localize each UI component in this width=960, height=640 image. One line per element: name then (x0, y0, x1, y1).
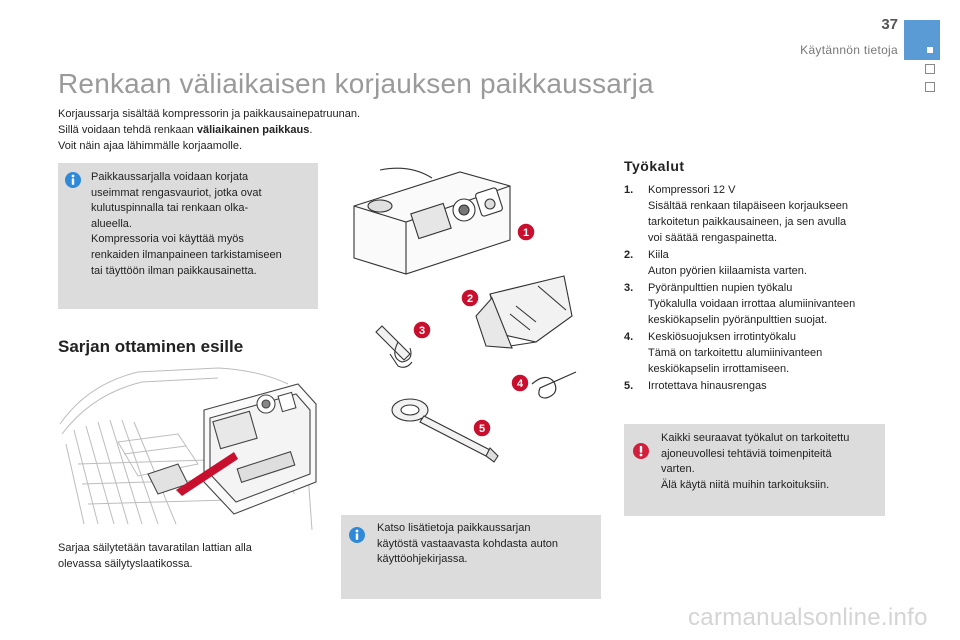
tool-number: 2. (624, 249, 634, 261)
tool-desc: keskiökapselin pyöränpulttien suojat. (648, 314, 828, 326)
page-number: 37 (881, 16, 898, 33)
tool-desc: tarkoitetun paikkausaineen, ja sen avulla (648, 216, 847, 228)
tool-number: 5. (624, 380, 634, 392)
info-line: Paikkaussarjalla voidaan korjata (91, 171, 249, 183)
intro-line: Korjaussarja sisältää kompressorin ja paikkausainepatruunan. (58, 108, 361, 120)
info-box-see-manual (341, 515, 601, 599)
section-title: Sarjan ottaminen esille (58, 337, 244, 356)
tool-name: Keskiösuojuksen irrotintyökalu (648, 331, 796, 343)
info-line: kulutuspinnalla tai renkaan olka- (91, 202, 249, 215)
warning-line: varten. (661, 463, 695, 476)
tool-item (624, 280, 890, 328)
info-box-repair-scope (58, 163, 318, 309)
tool-item (624, 182, 890, 246)
chapter-tab[interactable] (925, 64, 935, 74)
wedge-drawing (476, 276, 572, 348)
intro-emphasis: väliaikainen paikkaus (196, 124, 310, 136)
warning-box (624, 424, 885, 516)
tool-desc: Auton pyörien kiilaamista varten. (648, 265, 807, 277)
page-title: Renkaan väliaikaisen korjauksen paikkaussarja (58, 68, 654, 99)
svg-text:2: 2 (466, 293, 474, 305)
tool-desc: keskiökapselin irrottamiseen. (648, 363, 790, 375)
info-line: useimmat rengasvauriot, jotka ovat (91, 186, 262, 199)
tool-body (648, 247, 890, 279)
tool-body (648, 378, 890, 394)
info-line: tai täyttöön ilman paikkausainetta. (91, 264, 257, 277)
tool-desc: voi säätää rengaspainetta. (648, 232, 778, 244)
warning-line: ajoneuvollesi tehtäviä toimenpiteitä (661, 447, 832, 460)
trunk-storage-illustration (58, 364, 320, 532)
caption-line: olevassa säilytyslaatikossa. (58, 558, 193, 570)
tool-name: Kompressori 12 V (648, 184, 736, 196)
compressor-drawing (354, 168, 510, 274)
tools-title: Työkalut (624, 158, 685, 174)
svg-text:3: 3 (418, 325, 426, 337)
intro-line (58, 122, 458, 138)
info-line: Kompressoria voi käyttää myös (91, 233, 244, 246)
tab-dot (927, 47, 933, 53)
caption-line: Sarjaa säilytetään tavaratilan lattian alla (58, 542, 252, 554)
hub-cap-remover-drawing (532, 372, 576, 398)
warning-text (661, 431, 876, 493)
tool-body (648, 182, 890, 246)
chapter-title: Käytännön tietoja (800, 43, 898, 57)
info-line: käyttöohjekirjassa. (377, 553, 468, 566)
tool-body (648, 329, 890, 377)
info-icon (65, 172, 81, 188)
tool-body (648, 280, 890, 328)
info-line: käytöstä vastaavasta kohdasta auton (377, 537, 559, 550)
storage-caption (58, 540, 328, 572)
warning-icon (633, 443, 649, 459)
info-line: alueella. (91, 217, 132, 230)
info-box-text (377, 521, 592, 568)
chapter-tab-active[interactable] (904, 20, 940, 60)
warning-line: Kaikki seuraavat työkalut on tarkoitettu (661, 432, 850, 444)
tool-name: Irrotettava hinausrengas (648, 380, 767, 392)
tool-number: 3. (624, 282, 634, 294)
bolt-cap-tool-drawing (376, 326, 412, 367)
svg-text:1: 1 (522, 227, 530, 239)
svg-text:4: 4 (516, 378, 524, 390)
info-box-text (91, 170, 311, 279)
tool-number: 1. (624, 184, 634, 196)
svg-text:5: 5 (478, 423, 486, 435)
tool-name: Kiila (648, 249, 669, 261)
intro-line: Voit näin ajaa lähimmälle korjaamolle. (58, 140, 243, 152)
intro-text: Sillä voidaan tehdä renkaan (58, 124, 197, 136)
intro-paragraph (58, 106, 458, 154)
tool-item (624, 329, 890, 377)
info-line: Katso lisätietoja paikkaussarjan (377, 522, 531, 534)
tool-desc: Sisältää renkaan tilapäiseen korjaukseen (648, 200, 848, 212)
info-icon (349, 527, 365, 543)
tool-item (624, 378, 890, 394)
tool-item (624, 247, 890, 279)
tool-name: Pyöränpulttien nupien työkalu (648, 282, 793, 294)
chapter-tab[interactable] (925, 82, 935, 92)
warning-line: Älä käytä niitä muihin tarkoituksiin. (661, 478, 830, 491)
info-line: renkaiden ilmanpaineen tarkistamiseen (91, 248, 282, 261)
tool-list (624, 182, 890, 395)
intro-text: . (309, 124, 313, 136)
tool-desc: Tämä on tarkoitettu alumiinivanteen (648, 347, 823, 359)
watermark: carmanualsonline.info (688, 604, 928, 631)
tools-illustration (340, 166, 598, 496)
tool-desc: Työkalulla voidaan irrottaa alumiinivanteen (648, 298, 856, 310)
tool-number: 4. (624, 331, 634, 343)
